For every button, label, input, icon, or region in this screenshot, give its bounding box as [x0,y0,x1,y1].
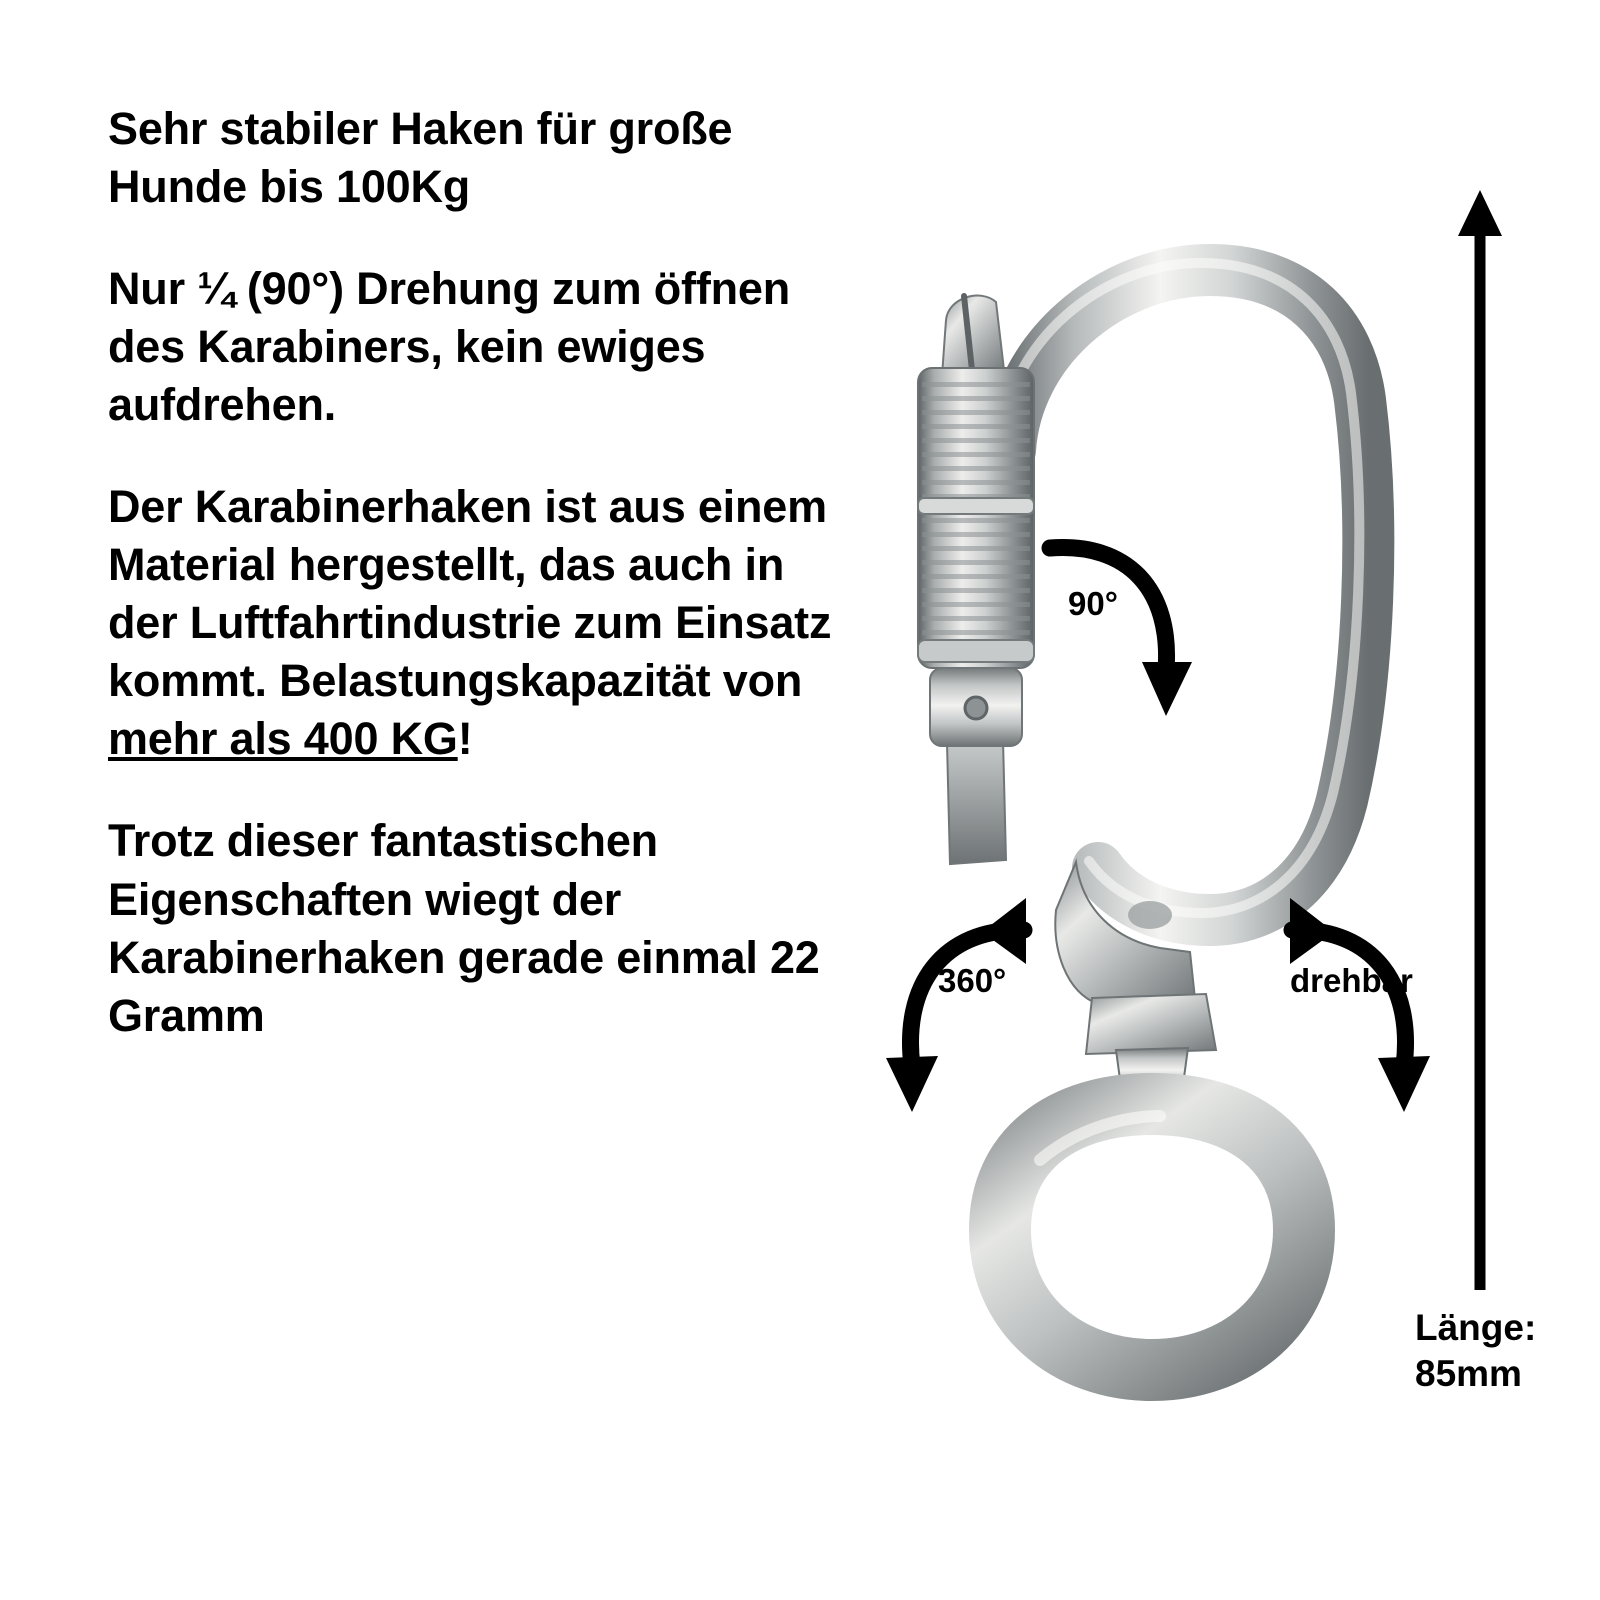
rotation-arrow-90-icon [1030,520,1200,740]
rotation-arrow-drehbar-icon [1270,890,1440,1120]
sleeve-lower-band [918,640,1034,662]
label-rotation-90: 90° [1068,585,1118,622]
sleeve-band [918,498,1034,514]
length-dimension-label [1415,1305,1536,1398]
paragraph-material [108,478,838,768]
swivel-neck [1086,994,1216,1054]
paragraph-strength: Sehr stabiler Haken für große Hunde bis 100Kg [108,103,733,213]
swivel-ring [1000,1104,1304,1370]
paragraph-quarter-turn: Nur ¼ (90°) Drehung zum öffnen des Karabiners, kein ewiges aufdrehen. [108,263,791,431]
product-image [830,120,1450,1440]
hinge-rivet [1128,901,1172,929]
paragraph-material-part1: Der Karabinerhaken ist aus einem Material hergestellt, das auch in der Luftfahrtindustrie zum Einsatz kommt. Belastungskapazität von [108,481,832,707]
paragraph-weight: Trotz dieser fantastischen Eigenschaften wiegt der Karabinerhaken gerade einmal 22 Gramm [108,815,820,1041]
paragraph-material-emphasis: mehr als 400 KG [108,713,458,765]
label-drehbar: drehbar [1290,962,1413,999]
length-dimension-arrow-icon [1450,190,1510,1300]
paragraph-material-part3: ! [457,713,473,765]
carabiner-illustration [830,120,1450,1440]
description-text-column [108,100,838,1045]
length-dimension-title: Länge: [1415,1307,1537,1348]
rotation-arrow-360-icon [876,890,1046,1120]
length-dimension-value: 85mm [1415,1353,1522,1395]
label-rotation-360: 360° [938,962,1007,999]
sleeve-pin [965,697,987,719]
